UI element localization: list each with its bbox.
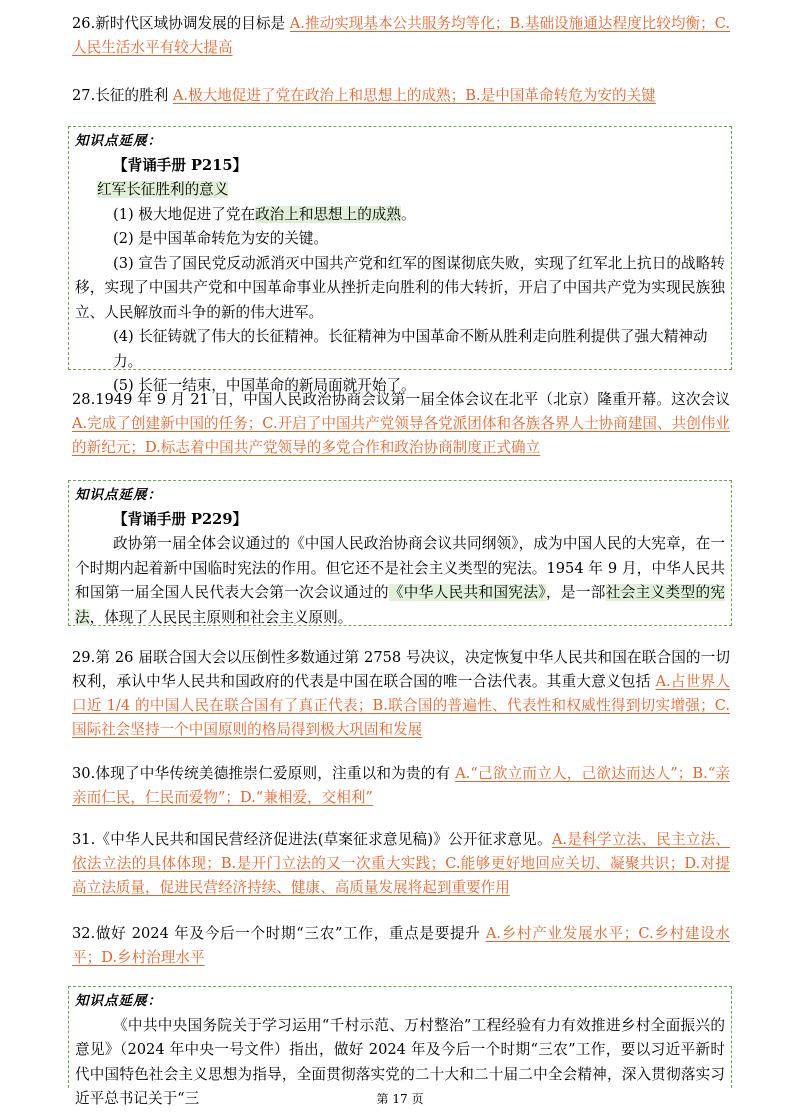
question-32 bbox=[72, 922, 730, 970]
box-reference: 【背诵手册 P215】 bbox=[113, 156, 248, 174]
question-26 bbox=[72, 12, 730, 60]
list-item: (1) 极大地促进了党在政治上和思想上的成熟。 bbox=[113, 205, 416, 223]
box-subtitle: 红军长征胜利的意义 bbox=[97, 181, 229, 198]
question-30 bbox=[72, 762, 730, 810]
box-paragraph: 《中共中央国务院关于学习运用“千村示范、万村整治”工程经验有力有效推进乡村全面振兴的意见》（2024 年中央一号文件）指出，做好 2024 年及今后一个时期“三农”工作，要以习近平新时代中国特色社会主义思想为指导，全面贯彻落实党的二十大和二十届二中全会精神，深入贯彻落实习近平总书记关于“三 bbox=[75, 1016, 725, 1107]
list-item: (2) 是中国革命转危为安的关键。 bbox=[113, 230, 329, 247]
question-27 bbox=[72, 84, 730, 108]
list-item: (3) 宣告了国民党反动派消灭中国共产党和红军的图谋彻底失败，实现了红军北上抗日的战略转移，实现了中国共产党和中国革命事业从挫折走向胜利的伟大转折，开启了中国共产党为实现民族独立、人民解放而斗争的新的伟大进军。 bbox=[75, 254, 725, 321]
answer-text: A.完成了创建新中国的任务；C.开启了中国共产党领导各党派团体和各族各界人士协商建国、共创伟业的新纪元；D.标志着中国共产党领导的多党合作和政治协商制度正式确立 bbox=[72, 415, 730, 456]
answer-text: A.是科学立法、民主立法、依法立法的具体体现；B.是开门立法的又一次重大实践；C.能够更好地回应关切、凝聚共识；D.对提高立法质量，促进民营经济持续、健康、高质量发展将起到重要作用 bbox=[72, 831, 730, 896]
list-item: (4) 长征铸就了伟大的长征精神。长征精神为中国革命不断从胜利走向胜利提供了强大精神动力。 bbox=[113, 328, 708, 370]
knowledge-box-2 bbox=[68, 480, 732, 626]
box-reference: 【背诵手册 P229】 bbox=[113, 510, 248, 528]
question-stem: 29.第 26 届联合国大会以压倒性多数通过第 2758 号决议，决定恢复中华人民共和国在联合国的一切权利，承认中华人民共和国政府的代表是中国在联合国的唯一合法代表。其重大意义包括 bbox=[72, 649, 730, 690]
question-29 bbox=[72, 646, 730, 742]
question-stem: 27.长征的胜利 bbox=[72, 87, 173, 104]
answer-text: A.极大地促进了党在政治上和思想上的成熟；B.是中国革命转危为安的关键 bbox=[172, 87, 656, 104]
list-item: (5) 长征一结束，中国革命的新局面就开始了。 bbox=[113, 377, 416, 394]
box-title: 知识点延展： bbox=[75, 487, 162, 503]
question-stem: 30.体现了中华传统美德推崇仁爱原则，注重以和为贵的有 bbox=[72, 765, 456, 782]
question-31 bbox=[72, 828, 730, 900]
answer-text: A.“己欲立而立人，己欲达而达人”；B.“亲亲而仁民，仁民而爱物”；D.“兼相爱，交相利” bbox=[72, 765, 730, 806]
box-paragraph: 政协第一届全体会议通过的《中国人民政治协商会议共同纲领》，成为中国人民的大宪章，在一个时期内起着新中国临时宪法的作用。但它还不是社会主义类型的宪法。1954 年 9 月，中华人民共和国第一届全国人民代表大会第一次会议通过的《中华人民共和国宪法》，是一部社会主义类型的宪法，体现了人民民主原则和社会主义原则。 bbox=[75, 535, 725, 626]
question-stem: 31.《中华人民共和国民营经济促进法(草案征求意见稿)》公开征求意见。 bbox=[72, 831, 552, 848]
question-stem: 28.1949 年 9 月 21 日，中国人民政治协商会议第一届全体会议在北平（北京）隆重开幕。这次会议 bbox=[72, 391, 730, 408]
knowledge-box-1 bbox=[68, 126, 732, 394]
box-title: 知识点延展： bbox=[75, 133, 162, 149]
page-number: 第 17 页 bbox=[376, 1092, 424, 1106]
question-28 bbox=[72, 388, 730, 460]
answer-text: A.乡村产业发展水平；C.乡村建设水平；D.乡村治理水平 bbox=[72, 925, 730, 966]
box-title: 知识点延展： bbox=[75, 993, 162, 1009]
question-stem: 32.做好 2024 年及今后一个时期“三农”工作，重点是要提升 bbox=[72, 925, 486, 942]
answer-text: A.占世界人口近 1/4 的中国人民在联合国有了真正代表；B.联合国的普遍性、代表性和权威性得到切实增强；C.国际社会坚持一个中国原则的格局得到极大巩固和发展 bbox=[72, 673, 730, 738]
answer-text: A.推动实现基本公共服务均等化；B.基础设施通达程度比较均衡；C.人民生活水平有较大提高 bbox=[72, 15, 730, 56]
question-stem: 26.新时代区域协调发展的目标是 bbox=[72, 15, 290, 32]
